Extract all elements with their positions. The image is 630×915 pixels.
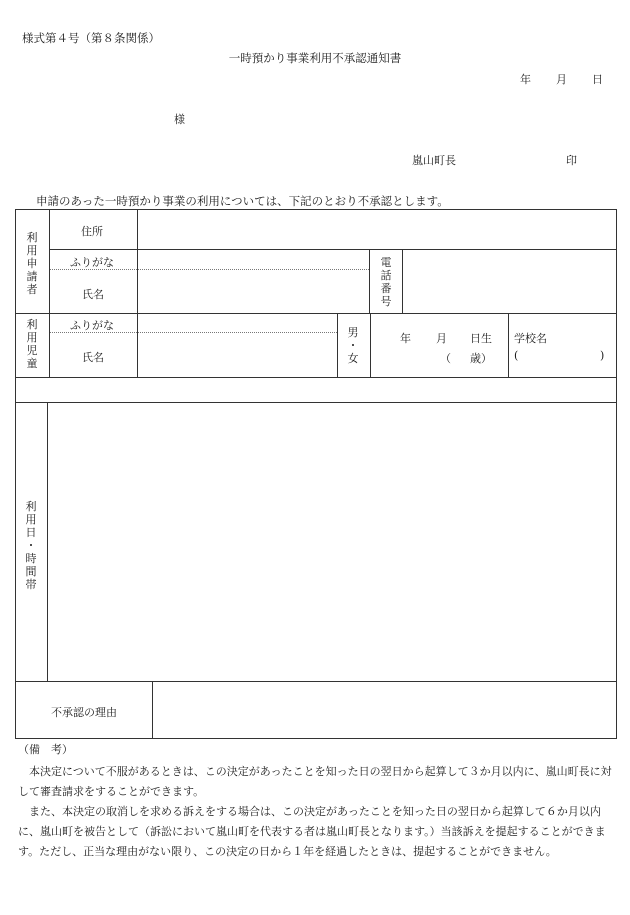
phone-label: 電 話 番 号	[380, 256, 392, 308]
child-heading: 利 用 児 童	[26, 318, 38, 370]
birth-month-label: 月	[436, 332, 447, 345]
address-label: 住所	[81, 225, 103, 238]
intro-text: 申請のあった一時預かり事業の利用については、下記のとおり不承認とします。	[36, 194, 449, 208]
age-label: 歳）	[470, 352, 492, 365]
applicant-heading: 利 用 申 請 者	[26, 231, 38, 296]
child-furigana-label: ふりがな	[70, 319, 114, 332]
date-month: 月	[556, 73, 567, 86]
applicant-name-label: 氏名	[82, 288, 104, 301]
form-number: 様式第４号（第８条関係）	[22, 31, 160, 45]
gender-male: 男	[347, 326, 359, 339]
remarks-paragraph-2: また、本決定の取消しを求める訴えをする場合は、この決定があったことを知った日の翌日から起算して６か月以内に、嵐山町を被告として（訴訟において嵐山町を代表する者は嵐山町長となります。）当該訴えを提起することができます。ただし、正当な理由がない限り、この決定の日から１年を経過したときは、提起することができません。	[18, 805, 606, 858]
addressee-suffix: 様	[174, 113, 185, 126]
usage-heading: 利 用 日 ・ 時 間 帯	[25, 500, 37, 591]
seal-mark: 印	[566, 154, 577, 167]
gender-options	[346, 326, 360, 365]
document-title: 一時預かり事業利用不承認通知書	[228, 51, 402, 65]
gender-female: 女	[347, 352, 359, 365]
school-label: 学校名	[514, 332, 547, 345]
remarks-paragraph-1: 本決定について不服があるときは、この決定があったことを知った日の翌日から起算して３か月以内に、嵐山町長に対して審査請求をすることができます。	[18, 765, 612, 798]
child-name-label: 氏名	[82, 351, 104, 364]
birth-year-label: 年	[400, 332, 411, 345]
date-day: 日	[592, 73, 603, 86]
applicant-furigana-label: ふりがな	[70, 256, 114, 269]
birth-day-label: 日生	[470, 332, 492, 345]
age-open: （	[440, 352, 451, 365]
gender-separator: ・	[347, 339, 359, 352]
issuer-name: 嵐山町長	[412, 154, 456, 167]
date-year: 年	[520, 73, 531, 86]
issue-date	[520, 71, 603, 87]
school-close-paren: )	[600, 349, 605, 362]
school-open-paren: (	[514, 349, 519, 362]
reason-label: 不承認の理由	[51, 706, 117, 719]
remarks-heading: （備 考）	[18, 743, 73, 756]
